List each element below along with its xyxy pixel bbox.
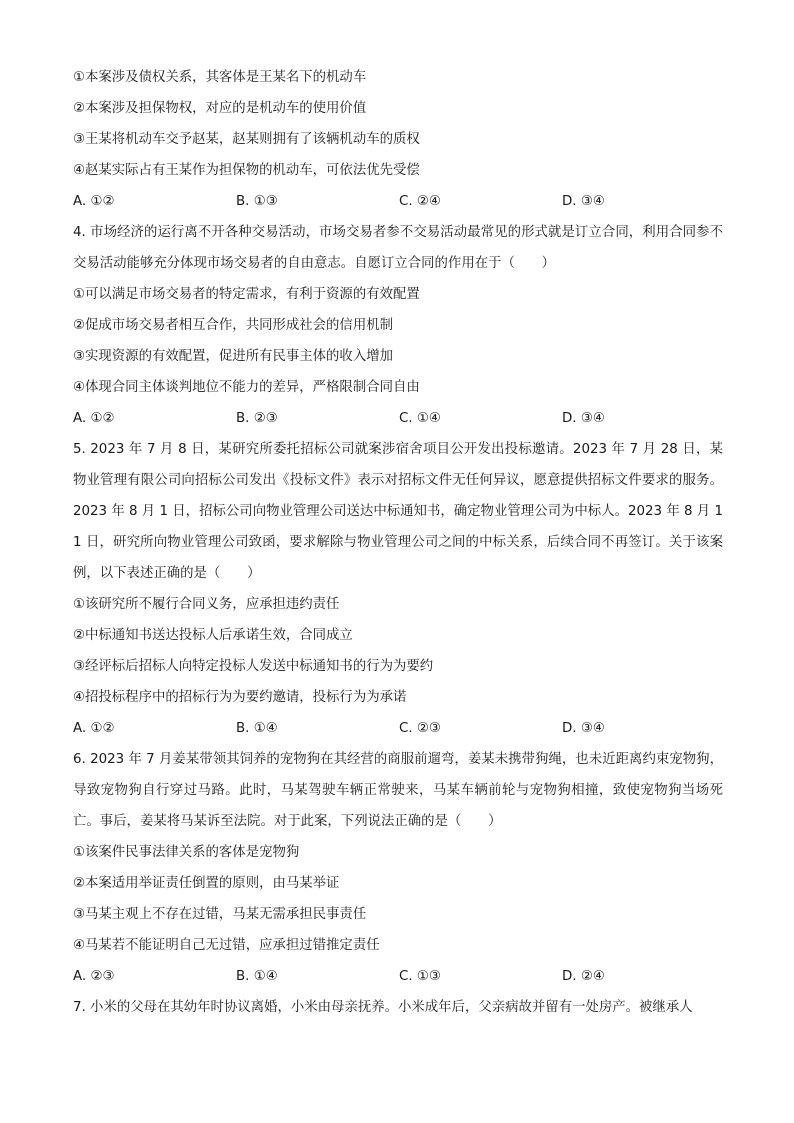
option-line: ②本案涉及担保物权，对应的是机动车的使用价值 — [73, 101, 367, 116]
option-line: ①本案涉及债权关系，其客体是王某名下的机动车 — [73, 70, 367, 85]
choice-a: A. ①② — [73, 194, 115, 209]
choice-c: C. ②③ — [399, 721, 441, 736]
choice-b: B. ②③ — [236, 411, 278, 426]
choice-b: B. ①④ — [236, 721, 278, 736]
option-line: ①该案件民事法律关系的客体是宠物狗 — [73, 845, 300, 860]
choice-a: A. ①② — [73, 721, 115, 736]
question-5-choices — [73, 713, 723, 744]
option-line: ②中标通知书送达投标人后承诺生效，合同成立 — [73, 628, 353, 643]
option-line: ④马某若不能证明自己无过错，应承担过错推定责任 — [73, 938, 380, 953]
option-line: ③马某主观上不存在过错，马某无需承担民事责任 — [73, 907, 367, 922]
option-line: ④招投标程序中的招标行为为要约邀请，投标行为为承诺 — [73, 690, 407, 705]
choice-d: D. ②④ — [562, 969, 605, 984]
choice-a: A. ②③ — [73, 969, 115, 984]
question-5-stem: 5. 2023 年 7 月 8 日，某研究所委托招标公司就案涉宿舍项目公开发出投标邀请。2023 年 7 月 28 日，某物业管理有限公司向招标公司发出《投标文件》表示对招标文件无任何异议，愿意提供招标文件要求的服务。2023 年 8 月 1 日，招标公司向物业管理公司送达中标通知书，确定物业管理公司为中标人。2023 年 8 月 11 日，研究所向物业管理公司致函，要求解除与物业管理公司之间的中标关系，后续合同不再签订。关于该案例，以下表述正确的是（ ） — [73, 442, 723, 581]
option-line: ④赵某实际占有王某作为担保物的机动车，可依法优先受偿 — [73, 163, 420, 178]
option-line: ③经评标后招标人向特定投标人发送中标通知书的行为为要约 — [73, 659, 434, 674]
choice-d: D. ③④ — [562, 194, 605, 209]
choice-c: C. ①③ — [399, 969, 441, 984]
choice-d: D. ③④ — [562, 721, 605, 736]
question-4-options — [73, 279, 723, 403]
choice-d: D. ③④ — [562, 411, 605, 426]
choice-b: B. ①③ — [236, 194, 278, 209]
question-7-stem: 7. 小米的父母在其幼年时协议离婚，小米由母亲抚养。小米成年后，父亲病故并留有一处房产。被继承人 — [73, 1000, 693, 1015]
question-3-choices — [73, 186, 723, 217]
option-line: ①该研究所不履行合同义务，应承担违约责任 — [73, 597, 340, 612]
question-6-stem: 6. 2023 年 7 月姜某带领其饲养的宠物狗在其经营的商服前遛弯，姜某未携带狗绳，也未近距离约束宠物狗，导致宠物狗自行穿过马路。此时，马某驾驶车辆正常驶来，马某车辆前轮与宠物狗相撞，致使宠物狗当场死亡。事后，姜某将马某诉至法院。对于此案，下列说法正确的是（ ） — [73, 752, 723, 829]
option-line: ④体现合同主体谈判地位不能力的差异，严格限制合同自由 — [73, 380, 420, 395]
question-6-choices — [73, 961, 723, 992]
question-6-options — [73, 837, 723, 961]
option-line: ③王某将机动车交予赵某，赵某则拥有了该辆机动车的质权 — [73, 132, 420, 147]
option-line: ②促成市场交易者相互合作，共同形成社会的信用机制 — [73, 318, 393, 333]
question-4-choices — [73, 403, 723, 434]
option-line: ②本案适用举证责任倒置的原则，由马某举证 — [73, 876, 340, 891]
choice-c: C. ①④ — [399, 411, 441, 426]
choice-a: A. ①② — [73, 411, 115, 426]
choice-c: C. ②④ — [399, 194, 441, 209]
question-4-stem: 4. 市场经济的运行离不开各种交易活动，市场交易者参不交易活动最常见的形式就是订立合同，利用合同参不交易活动能够充分体现市场交易者的自由意志。自愿订立合同的作用在于（ ） — [73, 225, 723, 271]
choice-b: B. ①④ — [236, 969, 278, 984]
question-5-options — [73, 589, 723, 713]
option-line: ③实现资源的有效配置，促进所有民事主体的收入增加 — [73, 349, 393, 364]
question-3-options — [73, 62, 723, 186]
option-line: ①可以满足市场交易者的特定需求，有利于资源的有效配置 — [73, 287, 420, 302]
document-page — [73, 62, 723, 1023]
